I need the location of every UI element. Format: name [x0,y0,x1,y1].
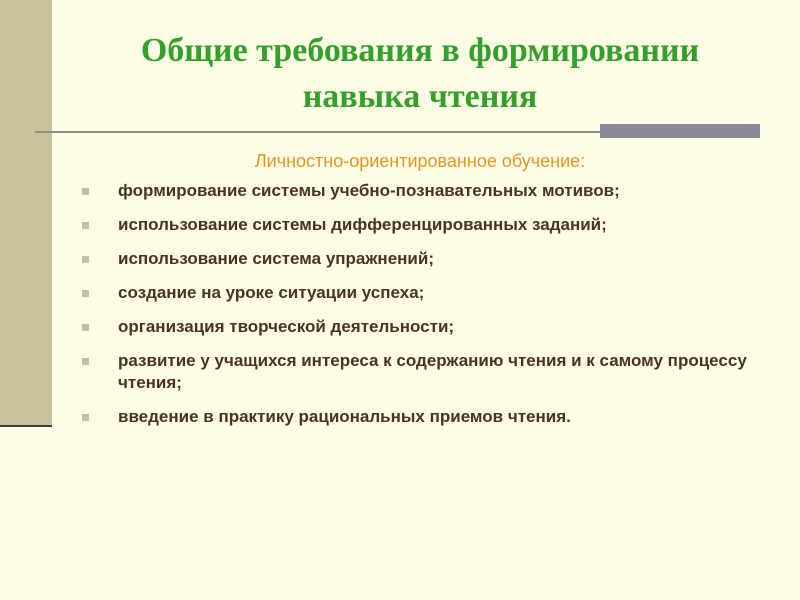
title-line-2: навыка чтения [302,78,538,115]
bullet-list [82,180,762,440]
subtitle: Личностно-ориентированное обучение: [254,151,586,171]
list-item [82,282,762,304]
list-item-text: развитие у учащихся интереса к содержанию чтения и к самому процессу чтения; [118,351,747,392]
list-item-text: использование система упражнений; [118,249,434,268]
list-item [82,248,762,270]
slide-title [60,28,780,120]
list-item [82,316,762,338]
bullet-square-icon [82,414,89,421]
bullet-square-icon [82,256,89,263]
bullet-square-icon [82,188,89,195]
bullet-square-icon [82,324,89,331]
list-item [82,214,762,236]
bullet-square-icon [82,358,89,365]
list-item [82,180,762,202]
bullet-square-icon [82,222,89,229]
list-item [82,406,762,428]
list-item-text: использование системы дифференцированных заданий; [118,215,607,234]
list-item-text: создание на уроке ситуации успеха; [118,283,425,302]
title-line-1: Общие требования в формировании [140,32,700,69]
bullet-square-icon [82,290,89,297]
list-item-text: формирование системы учебно-познавательных мотивов; [118,181,620,200]
list-item-text: введение в практику рациональных приемов чтения. [118,407,571,426]
side-decor-line [0,425,52,427]
list-item-text: организация творческой деятельности; [118,317,455,336]
title-divider-accent [600,124,760,138]
side-decor-bar [0,0,52,425]
list-item [82,350,762,394]
